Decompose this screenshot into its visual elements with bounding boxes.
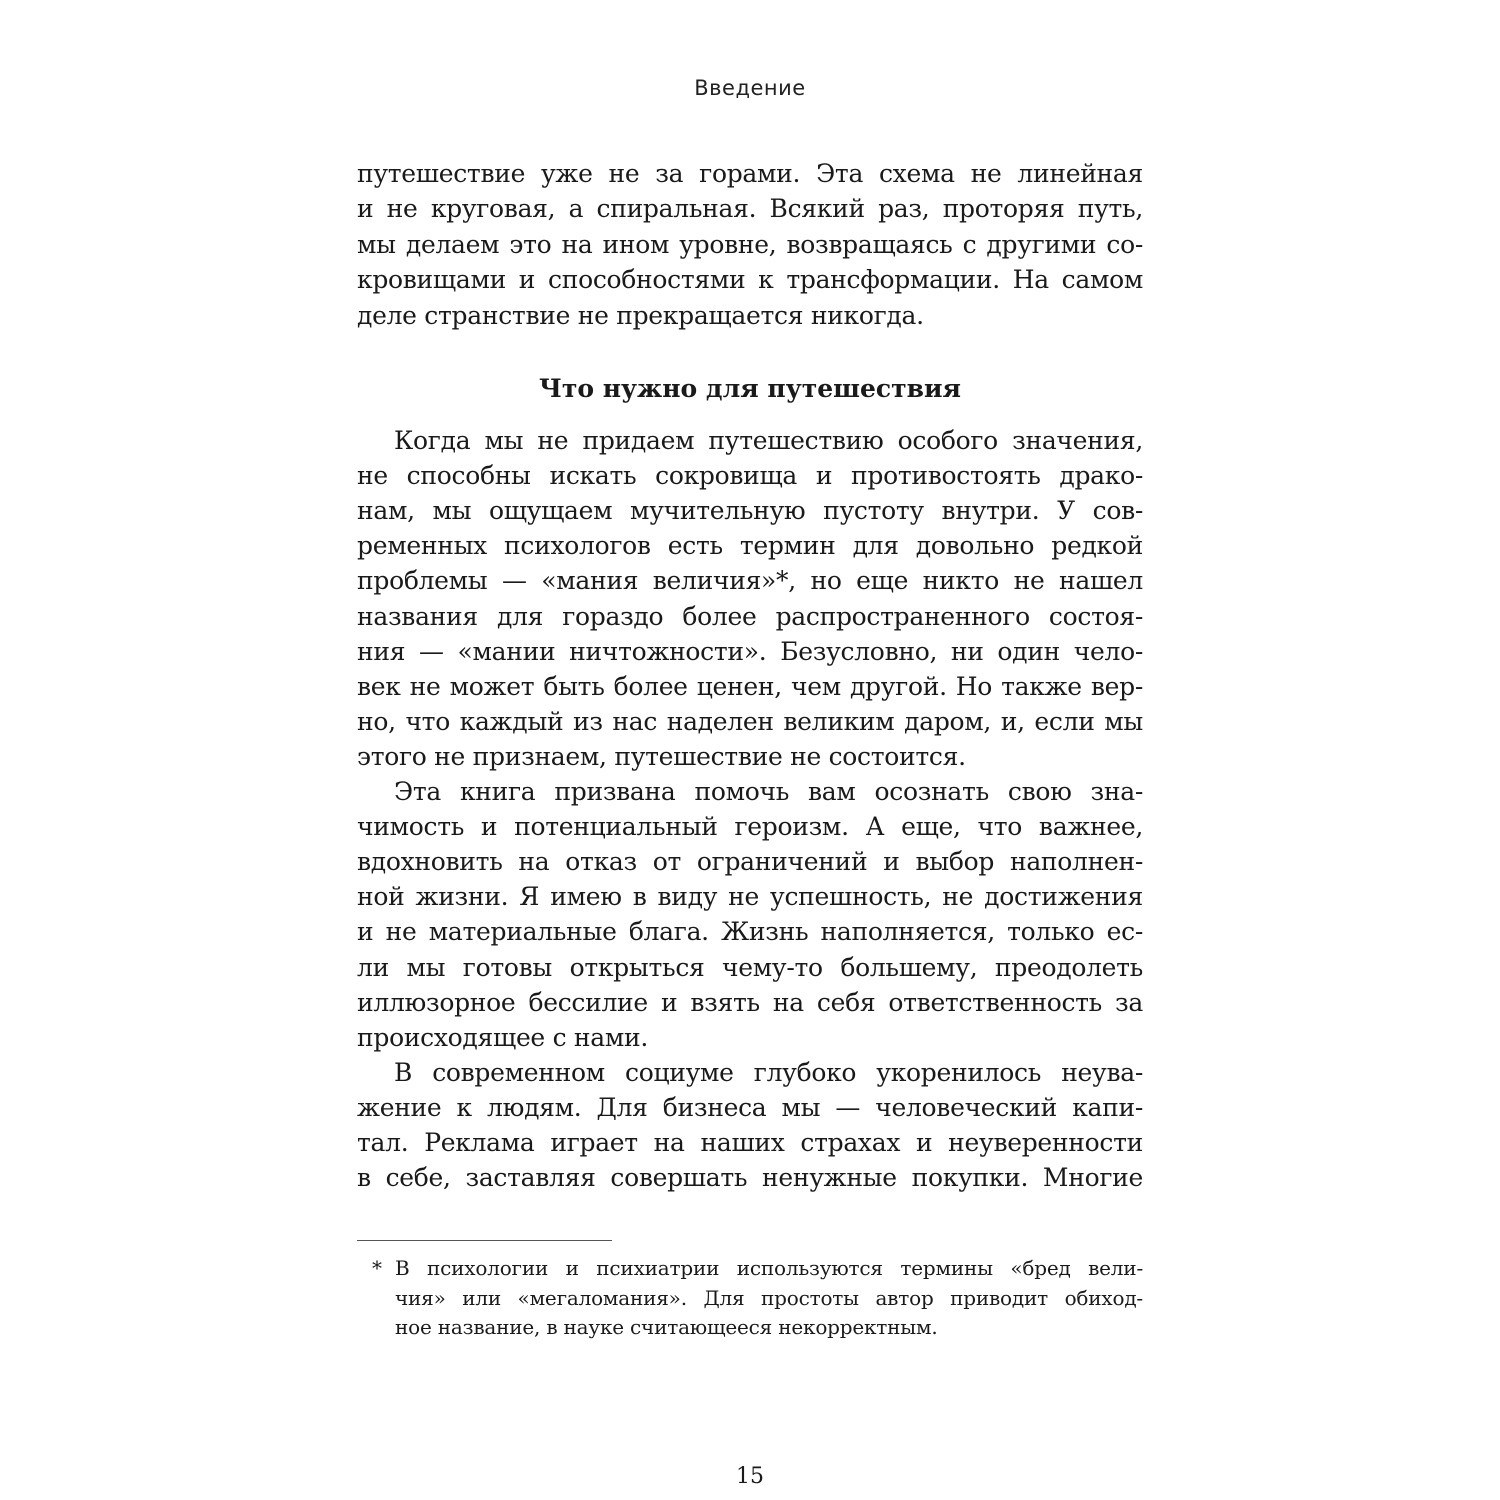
footnote-marker: * (372, 1256, 382, 1280)
text-line: ременных психологов есть термин для довольно редкой (357, 531, 1143, 561)
text-line: мы делаем это на ином уровне, возвращаясь с другими со- (357, 230, 1143, 259)
text-line: ния — «мании ничтожности». Безусловно, ни один чело- (357, 636, 1143, 666)
text-line: ли мы готовы открыться чему-то большему, преодолеть (357, 952, 1143, 982)
text-line: В психологии и психиатрии используются термины «бред вели- (395, 1256, 1143, 1280)
text-line: не способны искать сокровища и противостоять драко- (357, 461, 1143, 491)
text-line: названия для гораздо более распространенного состоя- (357, 601, 1143, 631)
text-line: и не материальные блага. Жизнь наполняется, только ес- (357, 917, 1143, 947)
text-line: иллюзорное бессилие и взять на себя ответственность за (357, 987, 1143, 1017)
text-line: Когда мы не придаем путешествию особого значения, (394, 426, 1143, 455)
text-line: век не может быть более ценен, чем другой. Но также вер- (357, 671, 1143, 701)
text-line: вдохновить на отказ от ограничений и выбор наполнен- (357, 847, 1143, 877)
text-line: ное название, в науке считающееся некорректным. (395, 1315, 938, 1339)
section-heading: Что нужно для путешествия (539, 374, 961, 403)
text-line: но, что каждый из нас наделен великим даром, и, если мы (357, 706, 1143, 736)
text-line: этого не признаем, путешествие не состоится. (357, 741, 966, 771)
running-header: Введение (694, 76, 806, 100)
page-number: 15 (736, 1464, 764, 1489)
text-line: путешествие уже не за горами. Эта схема не линейная (357, 159, 1143, 188)
text-line: и не круговая, а спиральная. Всякий раз, проторяя путь, (357, 194, 1143, 223)
text-line: чия» или «мегаломания». Для простоты автор приводит обиход- (395, 1286, 1143, 1310)
footnote-divider (357, 1240, 612, 1241)
text-line: кровищами и способностями к трансформации. На самом (357, 265, 1143, 294)
text-line: жение к людям. Для бизнеса мы — человеческий капи- (357, 1092, 1143, 1122)
text-line: деле странствие не прекращается никогда. (357, 301, 924, 330)
text-line: в себе, заставляя совершать ненужные покупки. Многие (357, 1163, 1143, 1193)
text-line: В современном социуме глубоко укоренилось неува- (394, 1057, 1143, 1087)
text-line: нам, мы ощущаем мучительную пустоту внутри. У сов- (357, 496, 1143, 526)
text-line: проблемы — «мания величия»*, но еще никто не нашел (357, 566, 1143, 596)
text-line: тал. Реклама играет на наших страхах и неуверенности (357, 1128, 1143, 1157)
text-line: ной жизни. Я имею в виду не успешность, не достижения (357, 882, 1143, 912)
text-line: чимость и потенциальный героизм. А еще, что важнее, (357, 812, 1143, 842)
text-line: происходящее с нами. (357, 1022, 649, 1052)
text-line: Эта книга призвана помочь вам осознать свою зна- (394, 777, 1143, 806)
